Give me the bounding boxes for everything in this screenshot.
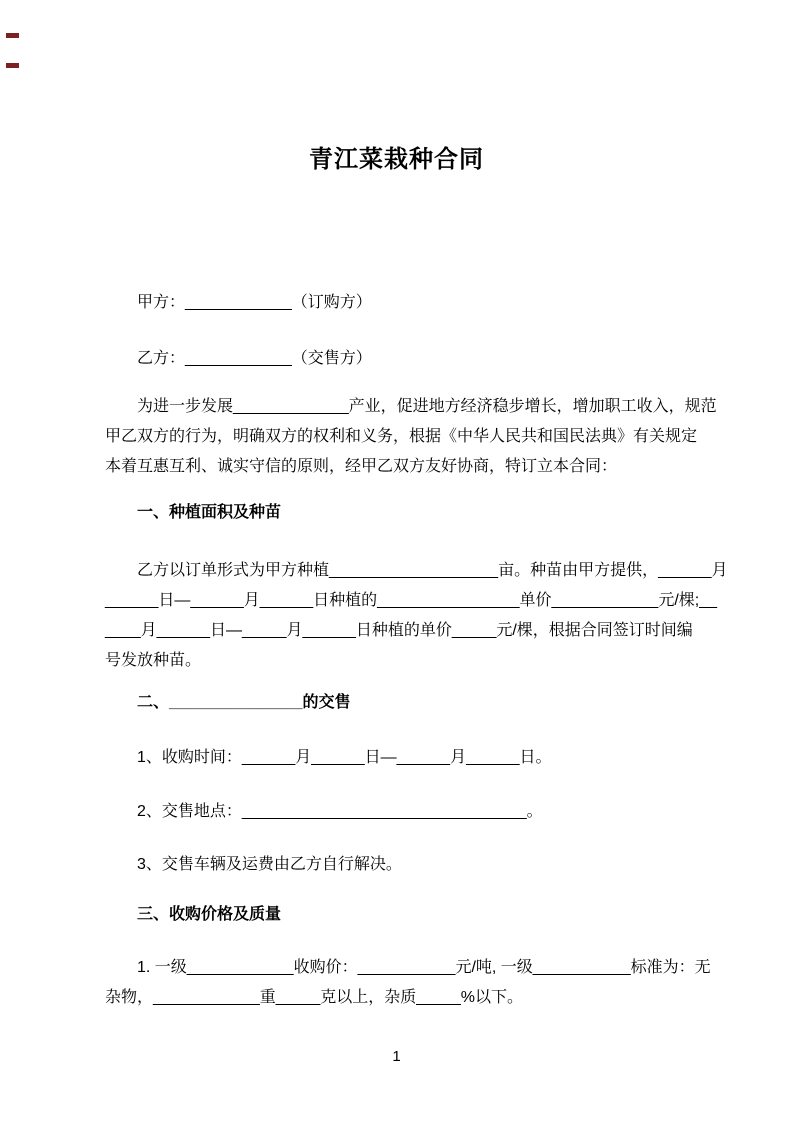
section-2-item-2 [105,797,713,827]
section-2-item-1-text: 1、收购时间：______月______日—______月______日。 [137,749,552,766]
section-2-heading-text: 二、_______________的交售 [137,694,351,711]
section-2-item-3-text: 3、交售车辆及运费由乙方自行解决。 [137,856,402,873]
section-3-paragraph [105,953,713,1013]
section-1-heading-text: 一、种植面积及种苗 [137,504,282,521]
party-a-line [105,288,713,318]
corner-mark-bottom [6,63,19,68]
party-b-text: 乙方：____________（交售方） [137,350,372,367]
preamble-paragraph [105,392,717,482]
section-3-heading [105,900,713,930]
section-1-line-1: 乙方以订单形式为甲方种植___________________亩。种苗由甲方提供，______月 [137,562,728,579]
section-1-line-2: ______日—______月______日种植的________________单价____________元/棵;__ [105,592,718,609]
section-2-item-1 [105,743,713,773]
section-1-line-4: 号发放种苗。 [105,652,202,669]
preamble-line-3: 本着互惠互利、诚实守信的原则，经甲乙双方友好协商，特订立本合同： [105,458,618,475]
section-1-paragraph [105,556,728,676]
party-a-text: 甲方：____________（订购方） [137,294,372,311]
preamble-line-1: 为进一步发展_____________产业，促进地方经济稳步增长，增加职工收入，规范 [137,398,717,415]
section-2-item-2-text: 2、交售地点：________________________________。 [137,803,543,820]
document-title: 青江菜栽种合同 [309,146,484,173]
section-1-heading [105,498,713,528]
page-number: 1 [392,1048,401,1065]
preamble-line-2: 甲乙双方的行为，明确双方的权利和义务，根据《中华人民共和国民法典》有关规定 [105,428,698,445]
section-1-line-3: ____月______日—_____月______日种植的单价_____元/棵，根据合同签订时间编 [105,622,693,639]
section-2-item-3 [105,850,713,880]
party-b-line [105,344,713,374]
section-3-line-1: 1. 一级____________收购价：___________元/吨, 一级___________标准为：无 [137,959,711,976]
section-3-heading-text: 三、收购价格及质量 [137,906,282,923]
corner-mark-top [6,33,19,38]
section-2-heading [105,688,713,718]
section-3-line-2: 杂物，____________重_____克以上，杂质_____%以下。 [105,989,523,1006]
